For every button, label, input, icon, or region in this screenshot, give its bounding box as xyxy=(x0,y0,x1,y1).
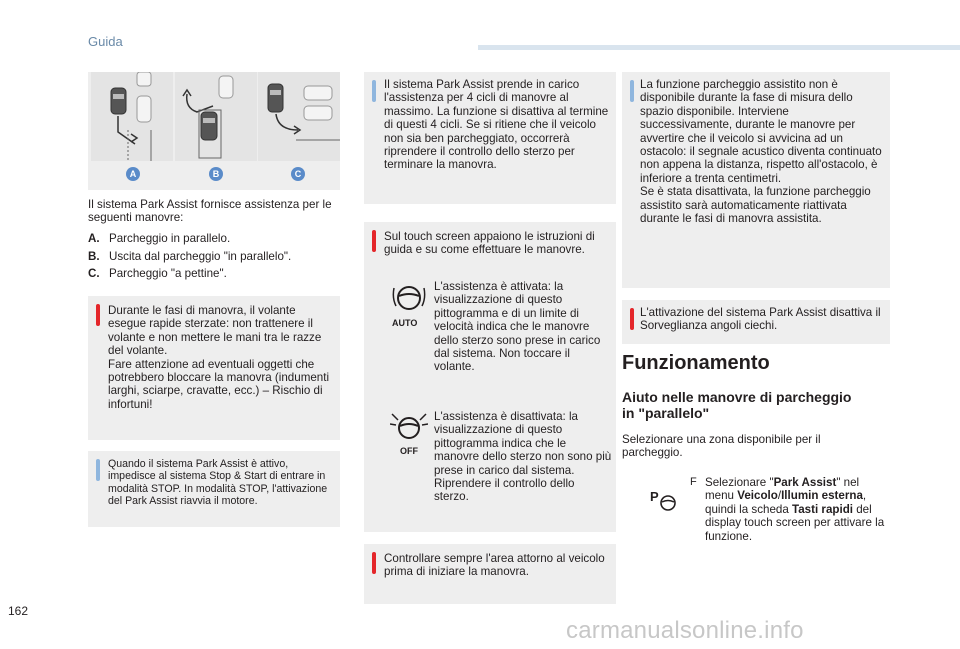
exit-parking-illustration xyxy=(175,72,257,161)
warning-box xyxy=(622,300,890,344)
list-item xyxy=(88,250,291,263)
park-assist-icon xyxy=(650,488,680,514)
list-letter: A. xyxy=(88,232,100,245)
info-box xyxy=(88,451,340,527)
warning-text: Sul touch screen appaiono le istruzioni di guida e su come effettuare le manovre. xyxy=(384,230,595,257)
panel-c xyxy=(258,72,340,161)
warning-box xyxy=(364,544,616,604)
list-item xyxy=(88,232,230,245)
warning-box xyxy=(364,222,616,532)
step-text: / xyxy=(777,489,782,503)
park-assist-label: Park Assist xyxy=(773,476,837,489)
step-text: , quindi la scheda xyxy=(705,489,867,516)
info-icon xyxy=(96,459,100,481)
step-text: Selezionare " xyxy=(705,476,774,489)
auto-description: L'assistenza è attivata: la visualizzazione di questo pittogramma e di un limite di velocità indica che le manovre dello sterzo sono prese in carico dal sistema. Non toccare il volante. xyxy=(434,280,601,374)
section-heading: Funzionamento xyxy=(622,352,770,374)
info-box xyxy=(364,72,616,204)
info-text: Il sistema Park Assist prende in carico l'assistenza per 4 cicli di manovre al massimo. La funzione si disattiva al termine di questi 4 cicli. Se si ritiene che il veicolo non sia ben parcheggiato, occorrerà riprendere il controllo dello sterzo per terminare la manovra. xyxy=(384,78,609,172)
maneuver-figure xyxy=(88,72,340,190)
svg-text:P: P xyxy=(650,489,659,504)
step-instruction xyxy=(705,476,885,543)
warning-text: Durante le fasi di manovra, il volante esegue rapide sterzate: non trattenere il volante e non mettere le mani tra le razze del volante. Fare attenzione ad eventuali oggetti che potrebbero bloccare la manovra (indumenti larghi, sciarpe, cravatte, ecc.) – Rischio di infortuni! xyxy=(108,304,330,411)
list-letter: C. xyxy=(88,267,100,280)
watermark: carmanualsonline.info xyxy=(566,617,804,644)
info-icon xyxy=(630,80,634,102)
list-item xyxy=(88,267,227,280)
warning-text: Controllare sempre l'area attorno al veicolo prima di iniziare la manovra. xyxy=(384,552,605,579)
intro-text: Il sistema Park Assist fornisce assistenza per le seguenti manovre: xyxy=(88,198,332,225)
off-description: L'assistenza è disattivata: la visualizzazione di questo pittogramma indica che le manovre dello sterzo non sono più prese in carico dal sistema. Riprendere il controllo dello sterzo. xyxy=(434,410,612,504)
warning-text: L'attivazione del sistema Park Assist disattiva il Sorveglianza angoli ciechi. xyxy=(640,306,881,333)
perpendicular-parking-illustration xyxy=(258,72,340,161)
parallel-parking-illustration xyxy=(91,72,173,161)
warning-icon xyxy=(372,552,376,574)
warning-icon xyxy=(630,308,634,330)
section-title: Guida xyxy=(88,34,123,49)
menu-lights: Illumin esterna xyxy=(781,489,863,503)
menu-vehicle: Veicolo xyxy=(737,489,778,503)
header-bar xyxy=(478,45,960,50)
label-c: C xyxy=(291,167,305,181)
warning-icon xyxy=(96,304,100,326)
info-text: La funzione parcheggio assistito non è disponibile durante la fase di misura dello spazio disponibile. Interviene successivamente, durante le manovre per avvertire che il veicolo si avvicina ad un ostacolo: il segnale acustico diventa continuato non appena la distanza, rispetto all'ostacolo, è inferiore a trenta centimetri. Se è stata disattivata, la funzione parcheggio assistito sarà automaticamente riattivata durante le fasi di manovra assistita. xyxy=(640,78,882,226)
panel-b xyxy=(175,72,257,161)
step-arrow: F xyxy=(690,476,697,488)
page-number: 162 xyxy=(8,604,29,618)
info-box xyxy=(622,72,890,288)
steering-wheel-icon xyxy=(392,284,426,314)
label-b: B xyxy=(209,167,223,181)
warning-box xyxy=(88,296,340,440)
step-text: del display touch screen per attivare la funzione. xyxy=(705,502,885,543)
step-text: " nel menu xyxy=(705,476,860,503)
paragraph: Selezionare una zona disponibile per il parcheggio. xyxy=(622,433,821,460)
tab-shortcuts: Tasti rapidi xyxy=(792,502,854,516)
list-text: Parcheggio "a pettine". xyxy=(109,267,227,280)
info-text: Quando il sistema Park Assist è attivo, impedisce al sistema Stop & Start di entrare in modalità STOP. In modalità STOP, l'attivazione del Park Assist riavvia il motore. xyxy=(108,458,328,508)
info-icon xyxy=(372,80,376,102)
subsection-heading: Aiuto nelle manovre di parcheggio in "parallelo" xyxy=(622,389,852,421)
off-label: OFF xyxy=(400,446,418,456)
panel-a xyxy=(91,72,173,161)
warning-icon xyxy=(372,230,376,252)
list-text: Parcheggio in parallelo. xyxy=(109,232,231,245)
list-letter: B. xyxy=(88,250,100,263)
steering-wheel-off-icon xyxy=(390,412,428,444)
label-a: A xyxy=(126,167,140,181)
list-text: Uscita dal parcheggio "in parallelo". xyxy=(109,250,292,263)
auto-label: AUTO xyxy=(392,318,418,328)
